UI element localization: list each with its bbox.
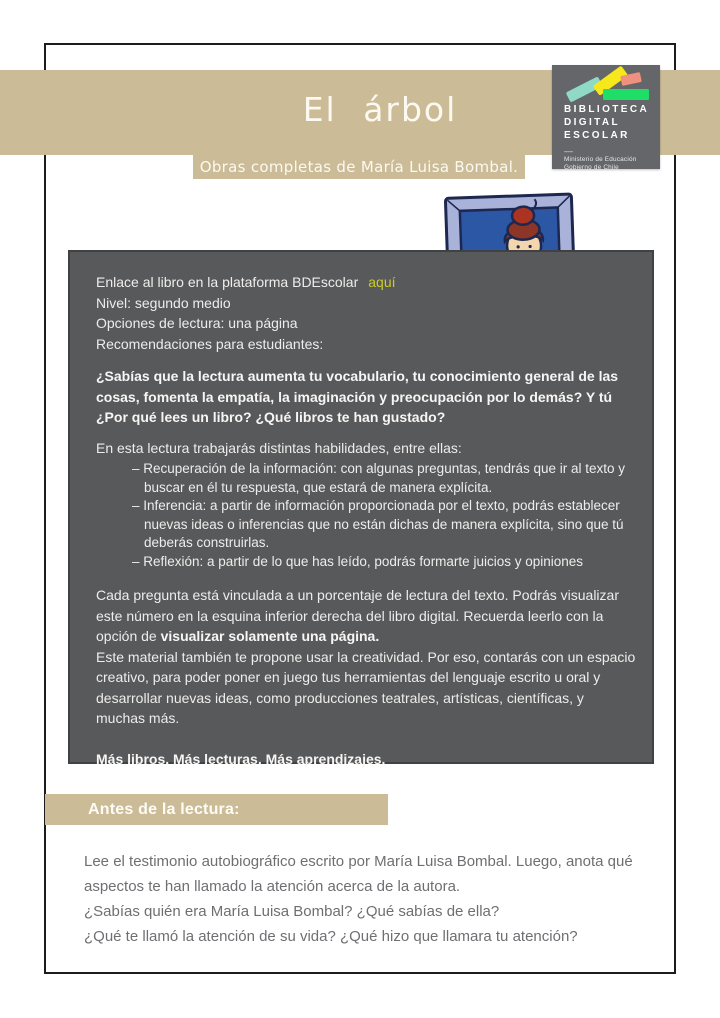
antes-instructions xyxy=(84,849,644,949)
recomendaciones-line: Recomendaciones para estudiantes: xyxy=(96,335,324,352)
logo-government: Gobierno de Chile xyxy=(564,164,619,171)
antes-de-la-lectura-heading-band xyxy=(45,794,388,825)
habilidades-intro: En esta lectura trabajarás distintas habilidades, entre ellas: xyxy=(96,439,462,456)
aqui-link[interactable]: aquí xyxy=(368,274,396,290)
list-item: – Recuperación de la información: con algunas preguntas, tendrás que ir al texto y buscar en él tu respuesta, que estará de manera explícita. xyxy=(132,461,626,495)
enlace-text: Enlace al libro en la plataforma BDEscolar xyxy=(96,274,359,290)
subtitle-text: Obras completas de María Luisa Bombal. xyxy=(199,158,519,176)
porcentaje-regular: Cada pregunta está vinculada a un porcentaje de lectura del texto. Podrás visualizar este número en la esquina inferior derecha del libro digital. Recuerda leerlo con la opción de xyxy=(96,587,619,644)
logo-dash: — xyxy=(564,146,573,156)
reading-info-panel xyxy=(68,250,654,767)
creatividad-paragraph: Este material también te propone usar la creatividad. Por eso, contarás con un espacio creativo, para poder poner en juego tus herramientas del lenguaje escrito u oral y desarrollar nuevas ideas, como producciones teatrales, artísticas, científicas, y muchas más. xyxy=(96,648,636,726)
logo-line-1: BIBLIOTECA xyxy=(564,104,650,115)
porcentaje-bold: visualizar solamente una página. xyxy=(160,628,380,644)
logo-line-3: ESCOLAR xyxy=(564,130,630,141)
instruction-question-1: ¿Sabías quién era María Luisa Bombal? ¿Qué sabías de ella? xyxy=(84,903,500,920)
logo-text xyxy=(564,103,649,172)
habilidades-list xyxy=(96,460,636,571)
enlace-line xyxy=(96,272,636,293)
opciones-line: Opciones de lectura: una página xyxy=(96,315,298,331)
page-title: El árbol xyxy=(302,90,458,129)
sabias-paragraph: ¿Sabías que la lectura aumenta tu vocabulario, tu conocimiento general de las cosas, fomenta la empatía, la imaginación y preocupación por lo demás? Y tú ¿Por qué lees un libro? ¿Qué libros te han gustado? xyxy=(96,368,619,425)
closing-slogan: Más libros. Más lecturas. Más aprendizajes. xyxy=(96,750,386,767)
section-heading: Antes de la lectura: xyxy=(88,801,240,818)
instruction-paragraph: Lee el testimonio autobiográfico escrito por María Luisa Bombal. Luego, anota qué aspectos te han llamado la atención acerca de la autora. xyxy=(84,853,633,895)
logo-line-2: DIGITAL xyxy=(564,117,621,128)
logo-ministry: Ministerio de Educación xyxy=(564,156,637,163)
logo-books-icon xyxy=(552,65,660,105)
porcentaje-paragraph xyxy=(96,585,636,647)
list-item: – Inferencia: a partir de información proporcionada por el texto, podrás establecer nuevas ideas o inferencias que no están dichas de manera explícita, sino que tú deberás construirlas. xyxy=(132,498,624,550)
instruction-question-2: ¿Qué te llamó la atención de su vida? ¿Qué hizo que llamara tu atención? xyxy=(84,928,578,945)
list-item: – Reflexión: a partir de lo que has leído, podrás formarte juicios y opiniones xyxy=(132,553,584,569)
subtitle-band xyxy=(193,155,525,179)
biblioteca-digital-escolar-logo xyxy=(552,65,660,169)
nivel-line: Nivel: segundo medio xyxy=(96,294,231,311)
